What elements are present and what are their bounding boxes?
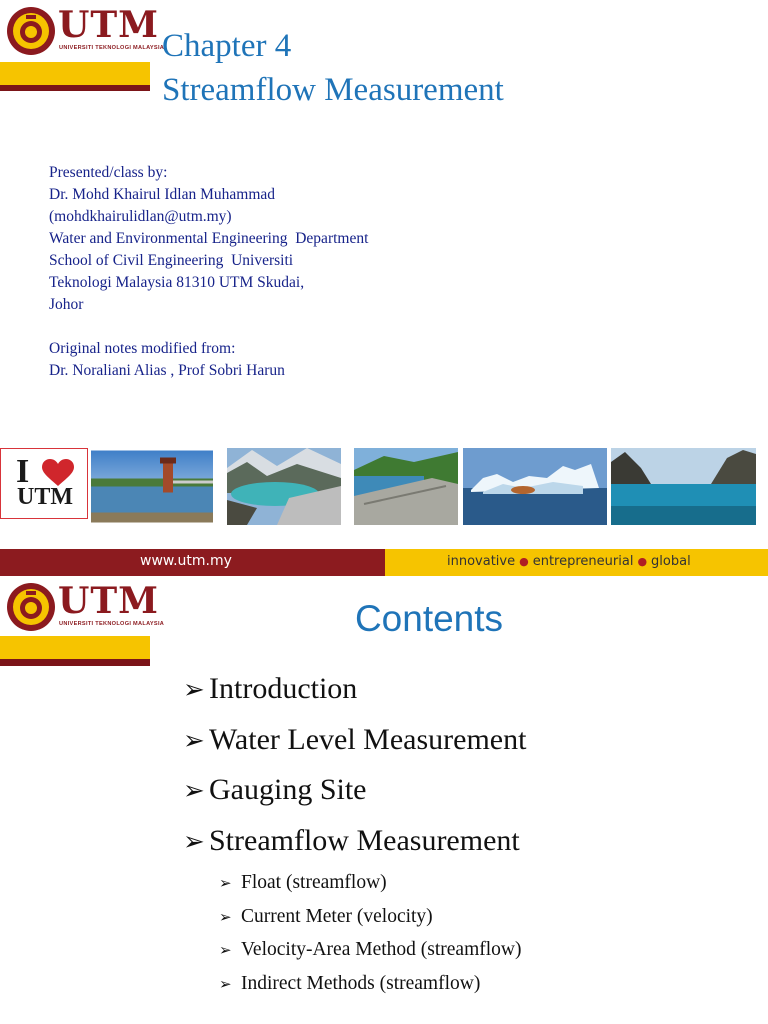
mountain-dam-photo: [227, 448, 341, 525]
presenter-info: [49, 162, 368, 316]
arrow-bullet-icon: ➢: [183, 725, 205, 755]
toc-item-label: Gauging Site: [209, 773, 367, 806]
presenter-line: Johor: [49, 296, 84, 313]
contents-title: Contents: [354, 598, 504, 639]
toc-sub-item: [219, 968, 526, 1002]
toc-item: [183, 664, 526, 715]
bullet-icon: ●: [637, 555, 648, 568]
toc-sub-item: [219, 901, 526, 935]
presenter-line: (mohdkhairulidlan@utm.my): [49, 208, 232, 225]
footer-tagline: [447, 554, 691, 569]
toc-item-label: Streamflow Measurement: [209, 823, 520, 857]
toc-sub-item-label: Velocity-Area Method (streamflow): [241, 939, 522, 960]
utm-wordmark: UTM: [58, 580, 160, 622]
presenter-line: Presented/class by:: [49, 164, 168, 181]
arrow-bullet-icon: ➢: [219, 943, 232, 959]
arrow-bullet-icon: ➢: [219, 909, 232, 926]
toc-item-label: Introduction: [209, 672, 358, 705]
utm-subtitle: UNIVERSITI TEKNOLOGI MALAYSIA: [59, 45, 165, 51]
presenter-line: School of Civil Engineering Universiti: [49, 252, 294, 269]
coastal-sea-photo: [611, 448, 756, 525]
concrete-dam-photo: [354, 448, 458, 525]
credits-line-1: Original notes modified from:: [49, 340, 236, 357]
toc-item: [183, 816, 526, 867]
toc-sub-item: [219, 934, 526, 968]
arrow-bullet-icon: ➢: [219, 876, 232, 892]
toc-sub-item-label: Float (streamflow): [241, 872, 387, 893]
tagline-global: global: [651, 554, 691, 569]
toc-sub-list: [183, 867, 526, 1001]
tagline-innovative: innovative: [447, 554, 516, 569]
i-love-utm-badge: [0, 448, 88, 519]
header-accent-red: [0, 85, 150, 91]
toc-item-label: Water Level Measurement: [209, 722, 527, 756]
arrow-bullet-icon: ➢: [183, 675, 205, 704]
utm-crest-icon: [6, 6, 56, 56]
bullet-icon: ●: [519, 555, 529, 568]
arrow-bullet-icon: ➢: [219, 976, 232, 993]
title-line-1: Chapter 4: [162, 28, 292, 64]
arrow-bullet-icon: ➢: [183, 826, 205, 856]
credits: [49, 338, 285, 382]
footer-url-bar: [0, 549, 385, 576]
presenter-line: Teknologi Malaysia 81310 UTM Skudai,: [49, 274, 305, 291]
footer-tagline-bar: [385, 549, 768, 576]
reservoir-tower-photo: [91, 448, 213, 525]
toc-item: [183, 765, 526, 816]
toc-item: [183, 715, 526, 766]
toc-sub-item-label: Current Meter (velocity): [241, 905, 433, 927]
presenter-line: Water and Environmental Engineering Department: [49, 230, 369, 247]
title-line-2: Streamflow Measurement: [162, 72, 504, 108]
footer-url[interactable]: www.utm.my: [140, 553, 232, 569]
utm-logo: [6, 4, 165, 58]
iceberg-photo: [463, 448, 607, 525]
utm-wordmark: UTM: [58, 4, 160, 46]
utm-subtitle: UNIVERSITI TEKNOLOGI MALAYSIA: [59, 621, 165, 627]
table-of-contents: [183, 664, 526, 1001]
arrow-bullet-icon: ➢: [183, 776, 205, 805]
contents-slide: [0, 578, 768, 1024]
presenter-line: Dr. Mohd Khairul Idlan Muhammad: [49, 186, 276, 203]
header-accent-yellow: [0, 62, 150, 85]
tagline-entrepreneurial: entrepreneurial: [532, 554, 634, 569]
toc-sub-item: [219, 867, 526, 901]
badge-letter: I: [16, 453, 30, 490]
header-accent-red: [0, 659, 150, 666]
badge-word: UTM: [17, 484, 73, 510]
slide-title: [162, 24, 504, 112]
toc-sub-item-label: Indirect Methods (streamflow): [241, 972, 481, 994]
credits-line-2: Dr. Noraliani Alias , Prof Sobri Harun: [49, 362, 285, 379]
heart-icon: [41, 459, 75, 487]
